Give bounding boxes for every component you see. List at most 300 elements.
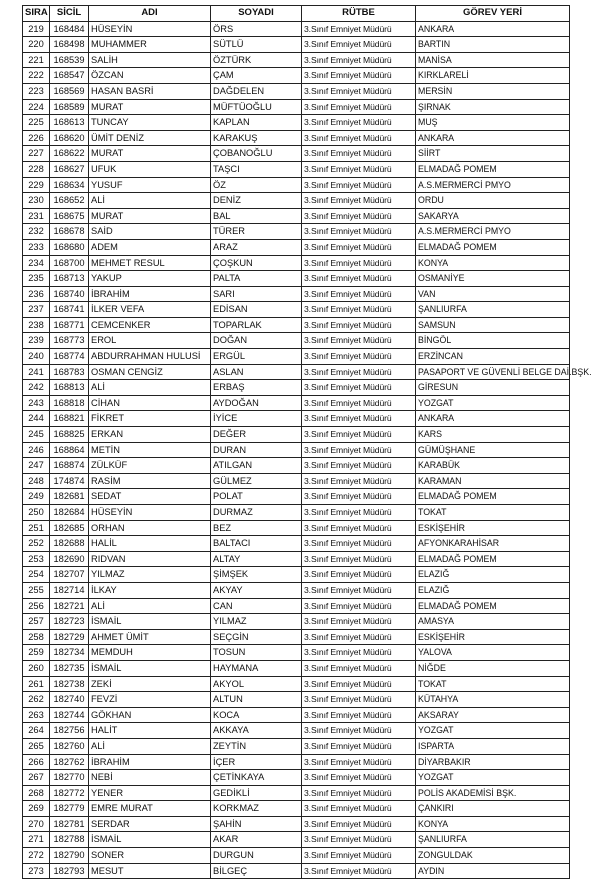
cell-gorev-yeri: ORDU: [416, 193, 570, 209]
cell-rutbe: 3.Sınıf Emniyet Müdürü: [302, 37, 416, 53]
cell-adi: İSMAİL: [89, 832, 211, 848]
cell-sicil: 174874: [50, 473, 89, 489]
cell-sicil: 168484: [50, 21, 89, 37]
cell-adi: ÜMİT DENİZ: [89, 130, 211, 146]
cell-sicil: 168825: [50, 427, 89, 443]
table-row: [23, 692, 570, 708]
cell-sicil: 182684: [50, 505, 89, 521]
cell-sira: 252: [23, 536, 50, 552]
cell-adi: ADEM: [89, 239, 211, 255]
table-row: [23, 458, 570, 474]
cell-rutbe: 3.Sınıf Emniyet Müdürü: [302, 83, 416, 99]
cell-gorev-yeri: ŞIRNAK: [416, 99, 570, 115]
table-row: [23, 364, 570, 380]
cell-rutbe: 3.Sınıf Emniyet Müdürü: [302, 442, 416, 458]
cell-rutbe: 3.Sınıf Emniyet Müdürü: [302, 115, 416, 131]
cell-soyadi: ŞİMŞEK: [211, 567, 302, 583]
cell-rutbe: 3.Sınıf Emniyet Müdürü: [302, 785, 416, 801]
cell-adi: ALİ: [89, 738, 211, 754]
cell-adi: ÖZCAN: [89, 68, 211, 84]
cell-sira: 250: [23, 505, 50, 521]
cell-soyadi: POLAT: [211, 489, 302, 505]
cell-gorev-yeri: KÜTAHYA: [416, 692, 570, 708]
cell-gorev-yeri: BARTIN: [416, 37, 570, 53]
cell-soyadi: BAL: [211, 208, 302, 224]
cell-sicil: 168874: [50, 458, 89, 474]
cell-gorev-yeri: ANKARA: [416, 411, 570, 427]
cell-sira: 258: [23, 629, 50, 645]
cell-sira: 273: [23, 863, 50, 879]
cell-gorev-yeri: ÇANKIRI: [416, 801, 570, 817]
cell-sicil: 168498: [50, 37, 89, 53]
table-row: [23, 271, 570, 287]
cell-rutbe: 3.Sınıf Emniyet Müdürü: [302, 707, 416, 723]
table-row: [23, 68, 570, 84]
cell-sicil: 182781: [50, 816, 89, 832]
cell-soyadi: SEÇGİN: [211, 629, 302, 645]
cell-adi: YAKUP: [89, 271, 211, 287]
cell-soyadi: PALTA: [211, 271, 302, 287]
cell-rutbe: 3.Sınıf Emniyet Müdürü: [302, 333, 416, 349]
cell-gorev-yeri: ESKİŞEHİR: [416, 629, 570, 645]
cell-adi: GÖKHAN: [89, 707, 211, 723]
cell-sira: 232: [23, 224, 50, 240]
table-row: [23, 302, 570, 318]
table-row: [23, 598, 570, 614]
cell-adi: FEVZİ: [89, 692, 211, 708]
cell-sira: 262: [23, 692, 50, 708]
cell-soyadi: KAPLAN: [211, 115, 302, 131]
table-row: [23, 520, 570, 536]
header-rutbe: RÜTBE: [302, 6, 416, 22]
table-row: [23, 286, 570, 302]
cell-soyadi: ŞAHİN: [211, 816, 302, 832]
table-row: [23, 333, 570, 349]
table-row: [23, 224, 570, 240]
cell-sicil: 168652: [50, 193, 89, 209]
cell-soyadi: ÇAM: [211, 68, 302, 84]
cell-sicil: 168634: [50, 177, 89, 193]
cell-gorev-yeri: NİĞDE: [416, 660, 570, 676]
cell-soyadi: MÜFTÜOĞLU: [211, 99, 302, 115]
table-row: [23, 707, 570, 723]
cell-gorev-yeri: KONYA: [416, 816, 570, 832]
cell-soyadi: ARAZ: [211, 239, 302, 255]
cell-sira: 220: [23, 37, 50, 53]
cell-sicil: 182790: [50, 848, 89, 864]
cell-rutbe: 3.Sınıf Emniyet Müdürü: [302, 598, 416, 614]
cell-adi: MUHAMMER: [89, 37, 211, 53]
cell-adi: CİHAN: [89, 395, 211, 411]
cell-rutbe: 3.Sınıf Emniyet Müdürü: [302, 271, 416, 287]
cell-gorev-yeri: AMASYA: [416, 614, 570, 630]
cell-gorev-yeri: A.S.MERMERCİ PMYO: [416, 224, 570, 240]
cell-adi: MURAT: [89, 99, 211, 115]
cell-sira: 257: [23, 614, 50, 630]
table-header-row: [23, 6, 570, 22]
cell-adi: MEMDUH: [89, 645, 211, 661]
cell-soyadi: KOCA: [211, 707, 302, 723]
table-row: [23, 848, 570, 864]
table-row: [23, 411, 570, 427]
cell-sira: 246: [23, 442, 50, 458]
cell-sicil: 168741: [50, 302, 89, 318]
cell-adi: HÜSEYİN: [89, 505, 211, 521]
cell-sicil: 182772: [50, 785, 89, 801]
cell-soyadi: DURMAZ: [211, 505, 302, 521]
cell-rutbe: 3.Sınıf Emniyet Müdürü: [302, 239, 416, 255]
cell-soyadi: SARI: [211, 286, 302, 302]
cell-sicil: 168773: [50, 333, 89, 349]
cell-rutbe: 3.Sınıf Emniyet Müdürü: [302, 848, 416, 864]
table-row: [23, 255, 570, 271]
table-row: [23, 239, 570, 255]
cell-rutbe: 3.Sınıf Emniyet Müdürü: [302, 692, 416, 708]
cell-sira: 237: [23, 302, 50, 318]
cell-sira: 255: [23, 582, 50, 598]
cell-soyadi: ÇOŞKUN: [211, 255, 302, 271]
cell-soyadi: BEZ: [211, 520, 302, 536]
table-row: [23, 21, 570, 37]
cell-rutbe: 3.Sınıf Emniyet Müdürü: [302, 770, 416, 786]
cell-rutbe: 3.Sınıf Emniyet Müdürü: [302, 302, 416, 318]
cell-soyadi: ATILGAN: [211, 458, 302, 474]
cell-soyadi: İYİCE: [211, 411, 302, 427]
cell-adi: İSMAİL: [89, 660, 211, 676]
cell-adi: MEHMET RESUL: [89, 255, 211, 271]
cell-adi: ALİ: [89, 380, 211, 396]
cell-soyadi: ÖZTÜRK: [211, 52, 302, 68]
cell-soyadi: AKYOL: [211, 676, 302, 692]
cell-gorev-yeri: YOZGAT: [416, 723, 570, 739]
cell-sira: 233: [23, 239, 50, 255]
table-row: [23, 645, 570, 661]
cell-sicil: 182690: [50, 551, 89, 567]
cell-sira: 229: [23, 177, 50, 193]
cell-adi: İBRAHİM: [89, 754, 211, 770]
cell-sira: 231: [23, 208, 50, 224]
cell-rutbe: 3.Sınıf Emniyet Müdürü: [302, 614, 416, 630]
cell-adi: ERKAN: [89, 427, 211, 443]
cell-gorev-yeri: AFYONKARAHİSAR: [416, 536, 570, 552]
cell-sicil: 168678: [50, 224, 89, 240]
cell-adi: HALİT: [89, 723, 211, 739]
cell-sira: 248: [23, 473, 50, 489]
cell-rutbe: 3.Sınıf Emniyet Müdürü: [302, 520, 416, 536]
table-row: [23, 863, 570, 879]
cell-adi: CEMCENKER: [89, 317, 211, 333]
cell-sira: 260: [23, 660, 50, 676]
cell-gorev-yeri: TOKAT: [416, 676, 570, 692]
cell-rutbe: 3.Sınıf Emniyet Müdürü: [302, 645, 416, 661]
cell-rutbe: 3.Sınıf Emniyet Müdürü: [302, 146, 416, 162]
cell-adi: NEBİ: [89, 770, 211, 786]
cell-gorev-yeri: ANKARA: [416, 21, 570, 37]
cell-rutbe: 3.Sınıf Emniyet Müdürü: [302, 863, 416, 879]
table-row: [23, 146, 570, 162]
table-row: [23, 629, 570, 645]
cell-rutbe: 3.Sınıf Emniyet Müdürü: [302, 567, 416, 583]
cell-gorev-yeri: DİYARBAKIR: [416, 754, 570, 770]
cell-sicil: 182760: [50, 738, 89, 754]
cell-soyadi: DAĞDELEN: [211, 83, 302, 99]
cell-soyadi: İÇER: [211, 754, 302, 770]
cell-sira: 254: [23, 567, 50, 583]
cell-sicil: 182729: [50, 629, 89, 645]
cell-sicil: 182740: [50, 692, 89, 708]
cell-soyadi: BALTACI: [211, 536, 302, 552]
cell-sicil: 168771: [50, 317, 89, 333]
cell-sira: 235: [23, 271, 50, 287]
cell-gorev-yeri: OSMANİYE: [416, 271, 570, 287]
cell-sira: 268: [23, 785, 50, 801]
cell-sira: 244: [23, 411, 50, 427]
cell-adi: ABDURRAHMAN HULUSİ: [89, 349, 211, 365]
cell-soyadi: HAYMANA: [211, 660, 302, 676]
cell-adi: YUSUF: [89, 177, 211, 193]
cell-rutbe: 3.Sınıf Emniyet Müdürü: [302, 130, 416, 146]
cell-sicil: 168700: [50, 255, 89, 271]
table-row: [23, 395, 570, 411]
cell-soyadi: CAN: [211, 598, 302, 614]
cell-gorev-yeri: AKSARAY: [416, 707, 570, 723]
cell-sicil: 182762: [50, 754, 89, 770]
cell-sicil: 168613: [50, 115, 89, 131]
cell-adi: METİN: [89, 442, 211, 458]
cell-gorev-yeri: MANİSA: [416, 52, 570, 68]
cell-adi: FİKRET: [89, 411, 211, 427]
cell-gorev-yeri: ZONGULDAK: [416, 848, 570, 864]
cell-sira: 270: [23, 816, 50, 832]
cell-gorev-yeri: TOKAT: [416, 505, 570, 521]
cell-rutbe: 3.Sınıf Emniyet Müdürü: [302, 255, 416, 271]
cell-gorev-yeri: PASAPORT VE GÜVENLİ BELGE DAİ.BŞK.: [416, 364, 570, 380]
table-row: [23, 52, 570, 68]
cell-adi: İLKAY: [89, 582, 211, 598]
cell-sira: 245: [23, 427, 50, 443]
cell-sira: 225: [23, 115, 50, 131]
table-row: [23, 785, 570, 801]
cell-sira: 253: [23, 551, 50, 567]
cell-soyadi: TOSUN: [211, 645, 302, 661]
cell-sira: 241: [23, 364, 50, 380]
cell-rutbe: 3.Sınıf Emniyet Müdürü: [302, 177, 416, 193]
cell-gorev-yeri: GİRESUN: [416, 380, 570, 396]
cell-sira: 265: [23, 738, 50, 754]
cell-adi: AHMET ÜMİT: [89, 629, 211, 645]
cell-soyadi: DEĞER: [211, 427, 302, 443]
table-row: [23, 832, 570, 848]
cell-gorev-yeri: ELMADAĞ POMEM: [416, 489, 570, 505]
cell-sicil: 182735: [50, 660, 89, 676]
cell-soyadi: ALTUN: [211, 692, 302, 708]
cell-gorev-yeri: ELMADAĞ POMEM: [416, 598, 570, 614]
cell-sicil: 168589: [50, 99, 89, 115]
cell-gorev-yeri: KONYA: [416, 255, 570, 271]
cell-sicil: 168818: [50, 395, 89, 411]
cell-gorev-yeri: ISPARTA: [416, 738, 570, 754]
cell-gorev-yeri: ŞANLIURFA: [416, 302, 570, 318]
table-row: [23, 193, 570, 209]
cell-gorev-yeri: ERZİNCAN: [416, 349, 570, 365]
cell-sicil: 168680: [50, 239, 89, 255]
cell-sicil: 168864: [50, 442, 89, 458]
table-row: [23, 567, 570, 583]
cell-sicil: 168813: [50, 380, 89, 396]
cell-rutbe: 3.Sınıf Emniyet Müdürü: [302, 193, 416, 209]
cell-sira: 219: [23, 21, 50, 37]
cell-sira: 264: [23, 723, 50, 739]
cell-gorev-yeri: ELAZIĞ: [416, 567, 570, 583]
table-row: [23, 380, 570, 396]
header-adi: ADI: [89, 6, 211, 22]
cell-soyadi: DURAN: [211, 442, 302, 458]
cell-sira: 228: [23, 161, 50, 177]
personnel-table: [22, 5, 592, 879]
cell-sicil: 182779: [50, 801, 89, 817]
cell-sicil: 182734: [50, 645, 89, 661]
cell-soyadi: TAŞCI: [211, 161, 302, 177]
cell-soyadi: KORKMAZ: [211, 801, 302, 817]
cell-soyadi: DENİZ: [211, 193, 302, 209]
cell-adi: MURAT: [89, 208, 211, 224]
cell-rutbe: 3.Sınıf Emniyet Müdürü: [302, 754, 416, 770]
cell-rutbe: 3.Sınıf Emniyet Müdürü: [302, 52, 416, 68]
cell-gorev-yeri: SİİRT: [416, 146, 570, 162]
cell-soyadi: ÇOBANOĞLU: [211, 146, 302, 162]
cell-sicil: 168740: [50, 286, 89, 302]
cell-adi: HÜSEYİN: [89, 21, 211, 37]
cell-rutbe: 3.Sınıf Emniyet Müdürü: [302, 161, 416, 177]
cell-gorev-yeri: GÜMÜŞHANE: [416, 442, 570, 458]
cell-soyadi: DOĞAN: [211, 333, 302, 349]
cell-rutbe: 3.Sınıf Emniyet Müdürü: [302, 816, 416, 832]
cell-soyadi: ERGÜL: [211, 349, 302, 365]
cell-adi: UFUK: [89, 161, 211, 177]
cell-sira: 247: [23, 458, 50, 474]
cell-adi: TUNCAY: [89, 115, 211, 131]
cell-rutbe: 3.Sınıf Emniyet Müdürü: [302, 660, 416, 676]
cell-sira: 269: [23, 801, 50, 817]
cell-sira: 242: [23, 380, 50, 396]
cell-sira: 239: [23, 333, 50, 349]
cell-rutbe: 3.Sınıf Emniyet Müdürü: [302, 551, 416, 567]
cell-gorev-yeri: A.S.MERMERCİ PMYO: [416, 177, 570, 193]
cell-sira: 222: [23, 68, 50, 84]
cell-adi: ALİ: [89, 193, 211, 209]
cell-sicil: 182788: [50, 832, 89, 848]
cell-gorev-yeri: YOZGAT: [416, 395, 570, 411]
cell-sicil: 168627: [50, 161, 89, 177]
cell-rutbe: 3.Sınıf Emniyet Müdürü: [302, 395, 416, 411]
cell-sira: 234: [23, 255, 50, 271]
cell-gorev-yeri: ESKİŞEHİR: [416, 520, 570, 536]
cell-sira: 224: [23, 99, 50, 115]
cell-rutbe: 3.Sınıf Emniyet Müdürü: [302, 364, 416, 380]
table-row: [23, 801, 570, 817]
cell-gorev-yeri: BİNGÖL: [416, 333, 570, 349]
cell-sira: 226: [23, 130, 50, 146]
cell-soyadi: ERBAŞ: [211, 380, 302, 396]
cell-rutbe: 3.Sınıf Emniyet Müdürü: [302, 582, 416, 598]
header-sicil: SİCİL: [50, 6, 89, 22]
table-row: [23, 349, 570, 365]
cell-rutbe: 3.Sınıf Emniyet Müdürü: [302, 427, 416, 443]
cell-sicil: 182756: [50, 723, 89, 739]
cell-gorev-yeri: ELMADAĞ POMEM: [416, 551, 570, 567]
cell-sira: 221: [23, 52, 50, 68]
cell-sira: 263: [23, 707, 50, 723]
cell-adi: SAİD: [89, 224, 211, 240]
cell-rutbe: 3.Sınıf Emniyet Müdürü: [302, 536, 416, 552]
cell-sicil: 168675: [50, 208, 89, 224]
table-row: [23, 551, 570, 567]
cell-soyadi: EDİSAN: [211, 302, 302, 318]
header-soyadi: SOYADI: [211, 6, 302, 22]
table-row: [23, 99, 570, 115]
cell-gorev-yeri: KARABÜK: [416, 458, 570, 474]
cell-sicil: 182723: [50, 614, 89, 630]
cell-adi: EMRE MURAT: [89, 801, 211, 817]
table-row: [23, 115, 570, 131]
document-page: [22, 5, 592, 879]
cell-adi: SALİH: [89, 52, 211, 68]
cell-sicil: 182793: [50, 863, 89, 879]
cell-gorev-yeri: SAMSUN: [416, 317, 570, 333]
header-sira: SIRA: [23, 6, 50, 22]
cell-soyadi: YILMAZ: [211, 614, 302, 630]
cell-adi: OSMAN CENGİZ: [89, 364, 211, 380]
cell-rutbe: 3.Sınıf Emniyet Müdürü: [302, 224, 416, 240]
cell-gorev-yeri: SAKARYA: [416, 208, 570, 224]
cell-sicil: 182721: [50, 598, 89, 614]
cell-rutbe: 3.Sınıf Emniyet Müdürü: [302, 629, 416, 645]
cell-adi: MURAT: [89, 146, 211, 162]
cell-rutbe: 3.Sınıf Emniyet Müdürü: [302, 286, 416, 302]
cell-adi: YILMAZ: [89, 567, 211, 583]
cell-sicil: 168622: [50, 146, 89, 162]
cell-gorev-yeri: MUŞ: [416, 115, 570, 131]
cell-sira: 223: [23, 83, 50, 99]
cell-soyadi: AKYAY: [211, 582, 302, 598]
cell-sicil: 182685: [50, 520, 89, 536]
cell-adi: ORHAN: [89, 520, 211, 536]
cell-gorev-yeri: ANKARA: [416, 130, 570, 146]
cell-sicil: 182707: [50, 567, 89, 583]
cell-adi: SERDAR: [89, 816, 211, 832]
cell-adi: RASİM: [89, 473, 211, 489]
cell-soyadi: DURGUN: [211, 848, 302, 864]
cell-gorev-yeri: AYDIN: [416, 863, 570, 879]
cell-gorev-yeri: KARS: [416, 427, 570, 443]
table-row: [23, 473, 570, 489]
table-row: [23, 770, 570, 786]
cell-sicil: 168774: [50, 349, 89, 365]
table-row: [23, 614, 570, 630]
cell-adi: YENER: [89, 785, 211, 801]
cell-sicil: 168620: [50, 130, 89, 146]
cell-adi: SONER: [89, 848, 211, 864]
cell-sira: 227: [23, 146, 50, 162]
cell-adi: RIDVAN: [89, 551, 211, 567]
table-row: [23, 754, 570, 770]
table-row: [23, 816, 570, 832]
cell-soyadi: ÖRS: [211, 21, 302, 37]
cell-sira: 238: [23, 317, 50, 333]
cell-sicil: 168547: [50, 68, 89, 84]
cell-soyadi: TOPARLAK: [211, 317, 302, 333]
cell-sicil: 182770: [50, 770, 89, 786]
